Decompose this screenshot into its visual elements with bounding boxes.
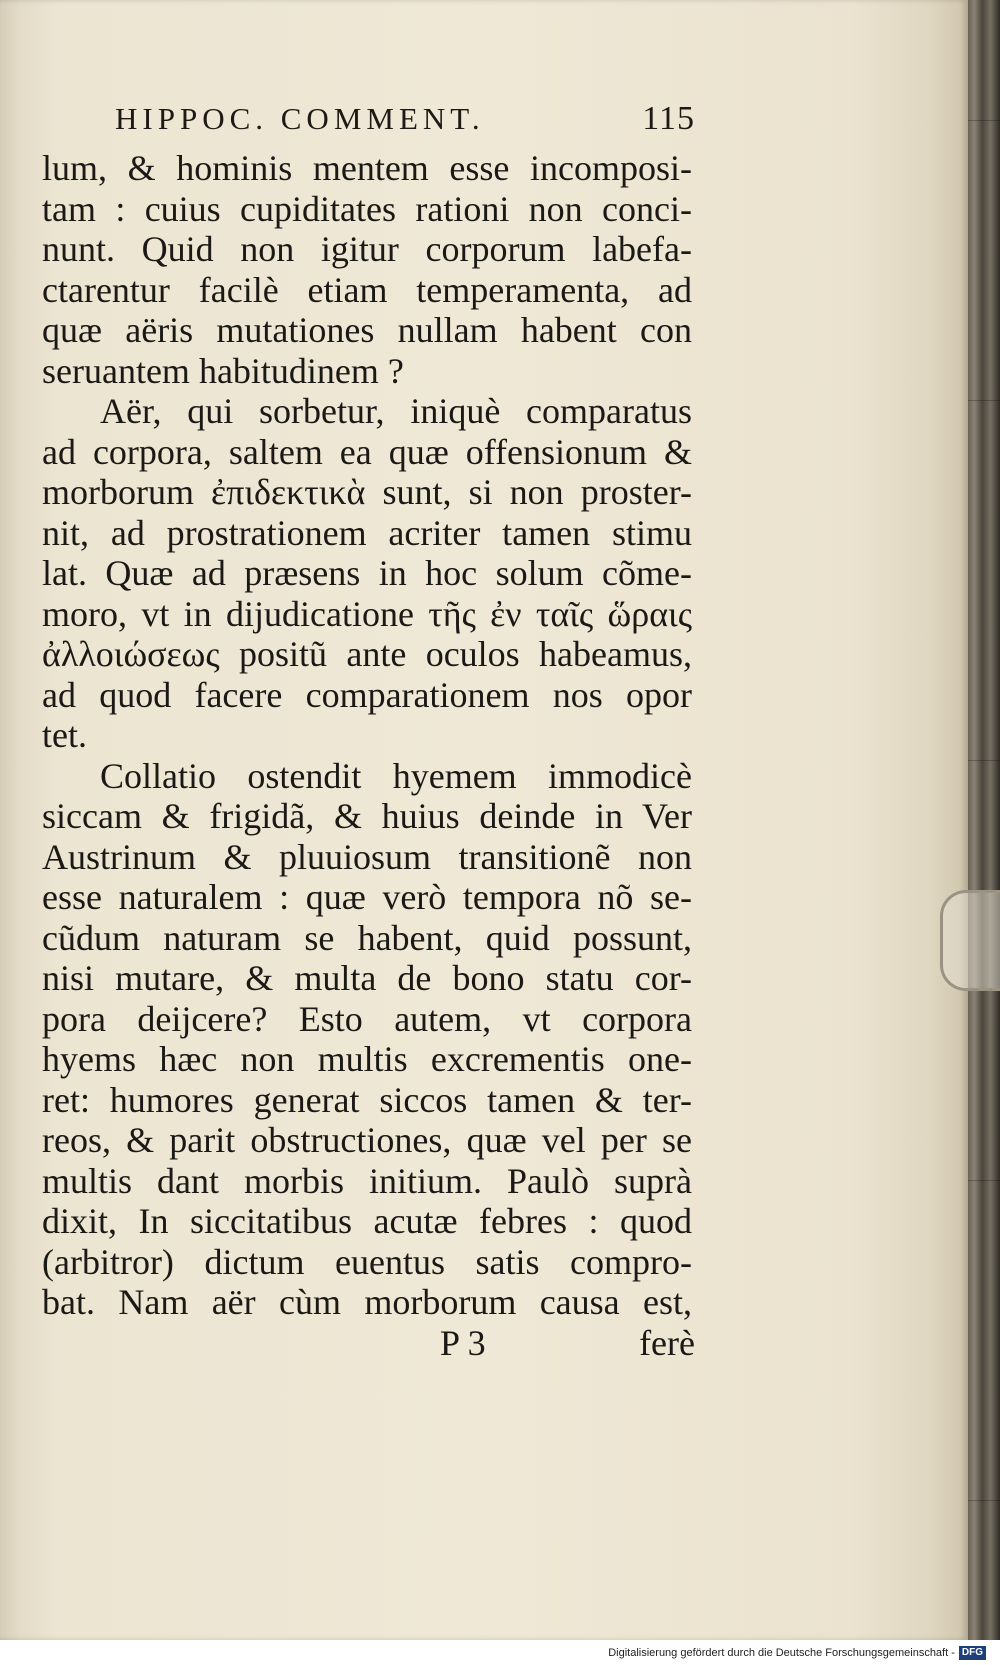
credit-text: Digitalisierung gefördert durch die Deutsche Forschungsgemeinschaft - (608, 1647, 955, 1659)
text-line: siccam & frigidã, & huius deinde in Ver (42, 796, 692, 836)
digitization-credit (0, 1642, 1000, 1665)
text-line: (arbitror) dictum euentus satis compro- (42, 1241, 692, 1282)
text-line: seruantem habitudinem ? (42, 350, 404, 391)
dfg-logo: DFG (959, 1646, 986, 1660)
text-line: ret: humores generat siccos tamen & ter- (42, 1079, 692, 1120)
catchword: ferè (639, 1323, 695, 1363)
text-line: multis dant morbis initium. Paulò suprà (42, 1160, 692, 1201)
running-head-title: HIPPOC. COMMENT. (115, 101, 485, 136)
text-line: esse naturalem : quæ verò tempora nõ se- (42, 877, 692, 917)
text-line: nit, ad prostrationem acriter tamen stimu (42, 512, 692, 553)
text-line: nisi mutare, & multa de bono statu cor- (42, 958, 692, 998)
text-line: ad corpora, saltem ea quæ offensionum & (42, 431, 692, 472)
text-line: lat. Quæ ad præsens in hoc solum cõme- (42, 553, 692, 593)
text-line: dixit, In siccitatibus acutæ febres : quod (42, 1201, 692, 1241)
text-line: hyems hæc non multis excrementis one- (42, 1039, 692, 1079)
paragraph-3 (42, 756, 692, 1323)
text-line: quæ aëris mutationes nullam habent con (42, 310, 692, 350)
signature-mark: P 3 (440, 1323, 486, 1363)
text-line: ad quod facere comparationem nos opor (42, 674, 692, 715)
page-footer (440, 1322, 695, 1364)
page-clip (940, 890, 1000, 991)
running-head (115, 100, 695, 138)
text-line: Aër, qui sorbetur, iniquè comparatus (100, 391, 692, 431)
text-line: nunt. Quid non igitur corporum labefa- (42, 229, 692, 269)
text-line: pora deijcere? Esto autem, vt corpora (42, 998, 692, 1039)
paragraph-1 (42, 148, 692, 391)
text-line: ctarentur facilè etiam temperamenta, ad (42, 269, 692, 310)
text-line: tam : cuius cupiditates rationi non conci- (42, 188, 692, 229)
text-line: reos, & parit obstructiones, quæ vel per se (42, 1120, 692, 1160)
body-text (42, 148, 692, 1323)
text-line: Austrinum & pluuiosum transitionẽ non (42, 836, 692, 877)
text-line: lum, & hominis mentem esse incomposi- (42, 148, 692, 188)
text-line: bat. Nam aër cùm morborum causa est, (42, 1282, 692, 1322)
text-line: tet. (42, 715, 87, 755)
book-edge (968, 0, 1000, 1640)
paragraph-2 (42, 391, 692, 756)
text-line: ἀλλοιώσεως positũ ante oculos habeamus, (42, 634, 692, 674)
text-line: cũdum naturam se habent, quid possunt, (42, 917, 692, 958)
page-number: 115 (642, 100, 695, 137)
text-line: moro, vt in dijudicatione τῆς ἐν ταῖς ὥραις (42, 593, 692, 634)
text-line: morborum ἐπιδεκτικὰ sunt, si non proster- (42, 472, 692, 512)
text-line: Collatio ostendit hyemem immodicè (100, 755, 692, 796)
